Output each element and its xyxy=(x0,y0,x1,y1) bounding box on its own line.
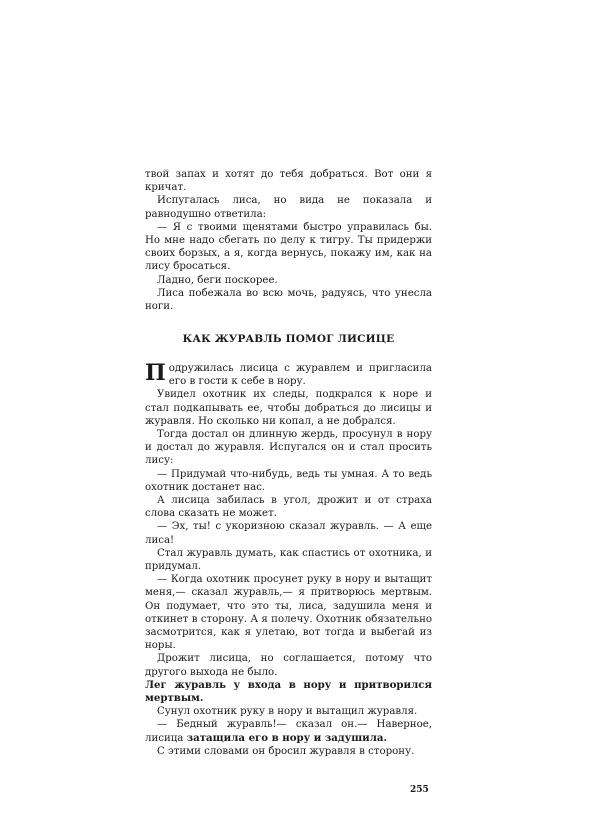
paragraph: Ладно, беги поскорее. xyxy=(157,274,278,286)
page-number: 255 xyxy=(410,785,429,795)
paragraph: Тогда достал он длинную жердь, просунул в нору и достал до журавля. Испугался он и стал просить лису: xyxy=(145,429,432,467)
first-paragraph xyxy=(145,362,432,388)
quote-paragraph xyxy=(145,718,432,744)
paragraph: А лисица забилась в угол, дрожит и от страха слова сказать не может. xyxy=(145,495,432,520)
story-body xyxy=(145,362,432,758)
paragraph: — Придумай что-нибудь, ведь ты умная. А то ведь охотник достанет нас. xyxy=(145,468,432,493)
bold-paragraph: Лег журавль у входа в нору и притворился мертвым. xyxy=(145,678,432,705)
quote-start: — Бедный журавль!— сказал он.— Наверное, лисица xyxy=(145,719,432,744)
paragraph: Лиса побежала во всю мочь, радуясь, что унесла ноги. xyxy=(145,287,432,313)
paragraph: Дрожит лисица, но соглашается, потому что другого выхода не было. xyxy=(145,653,432,678)
first-paragraph-text: одружилась лисица с журавлем и пригласила его в гости к себе в нору. xyxy=(168,363,432,388)
paragraph: Увидел охотник их следы, подкрался к норе и стал подкапывать ее, чтобы добраться до лисицы и журавля. Но сколько ни копал, а не добрался. xyxy=(145,389,432,427)
paragraph: — Когда охотник просунет руку в нору и вытащит меня,— сказал журавль,— я притворюсь мертвым. Он подумает, что это ты, лиса, задушила меня и откинет в сторону. А я полечу. Охотник обязательно засмотрится, как я улетаю, вот тогда и выбегай из норы. xyxy=(145,574,432,652)
paragraph: — Я с твоими щенятами быстро управилась бы. Но мне надо сбегать по делу к тигру. Ты придержи своих борзых, а я, когда вернусь, покажу им, как на лису бросаться. xyxy=(145,221,432,273)
paragraph: Стал журавль думать, как спастись от охотника, и придумал. xyxy=(145,547,432,573)
paragraph: Сунул охотник руку в нору и вытащил журавля. xyxy=(157,706,418,718)
story-title: КАК ЖУРАВЛЬ ПОМОГ ЛИСИЦЕ xyxy=(182,333,395,345)
quote-bold-end: затащила его в нору и задушила. xyxy=(186,731,388,744)
drop-cap-letter: П xyxy=(145,360,166,386)
previous-story-ending xyxy=(145,168,432,313)
paragraph: Испугалась лиса, но вида не показала и равнодушно ответила: xyxy=(145,195,432,220)
paragraph: С этими словами он бросил журавля в сторону. xyxy=(157,745,415,757)
paragraph: — Эх, ты! с укоризною сказал журавль. — А еще лиса! xyxy=(145,521,432,546)
paragraph: твой запах и хотят до тебя добраться. Вот они я кричат. xyxy=(145,169,432,194)
